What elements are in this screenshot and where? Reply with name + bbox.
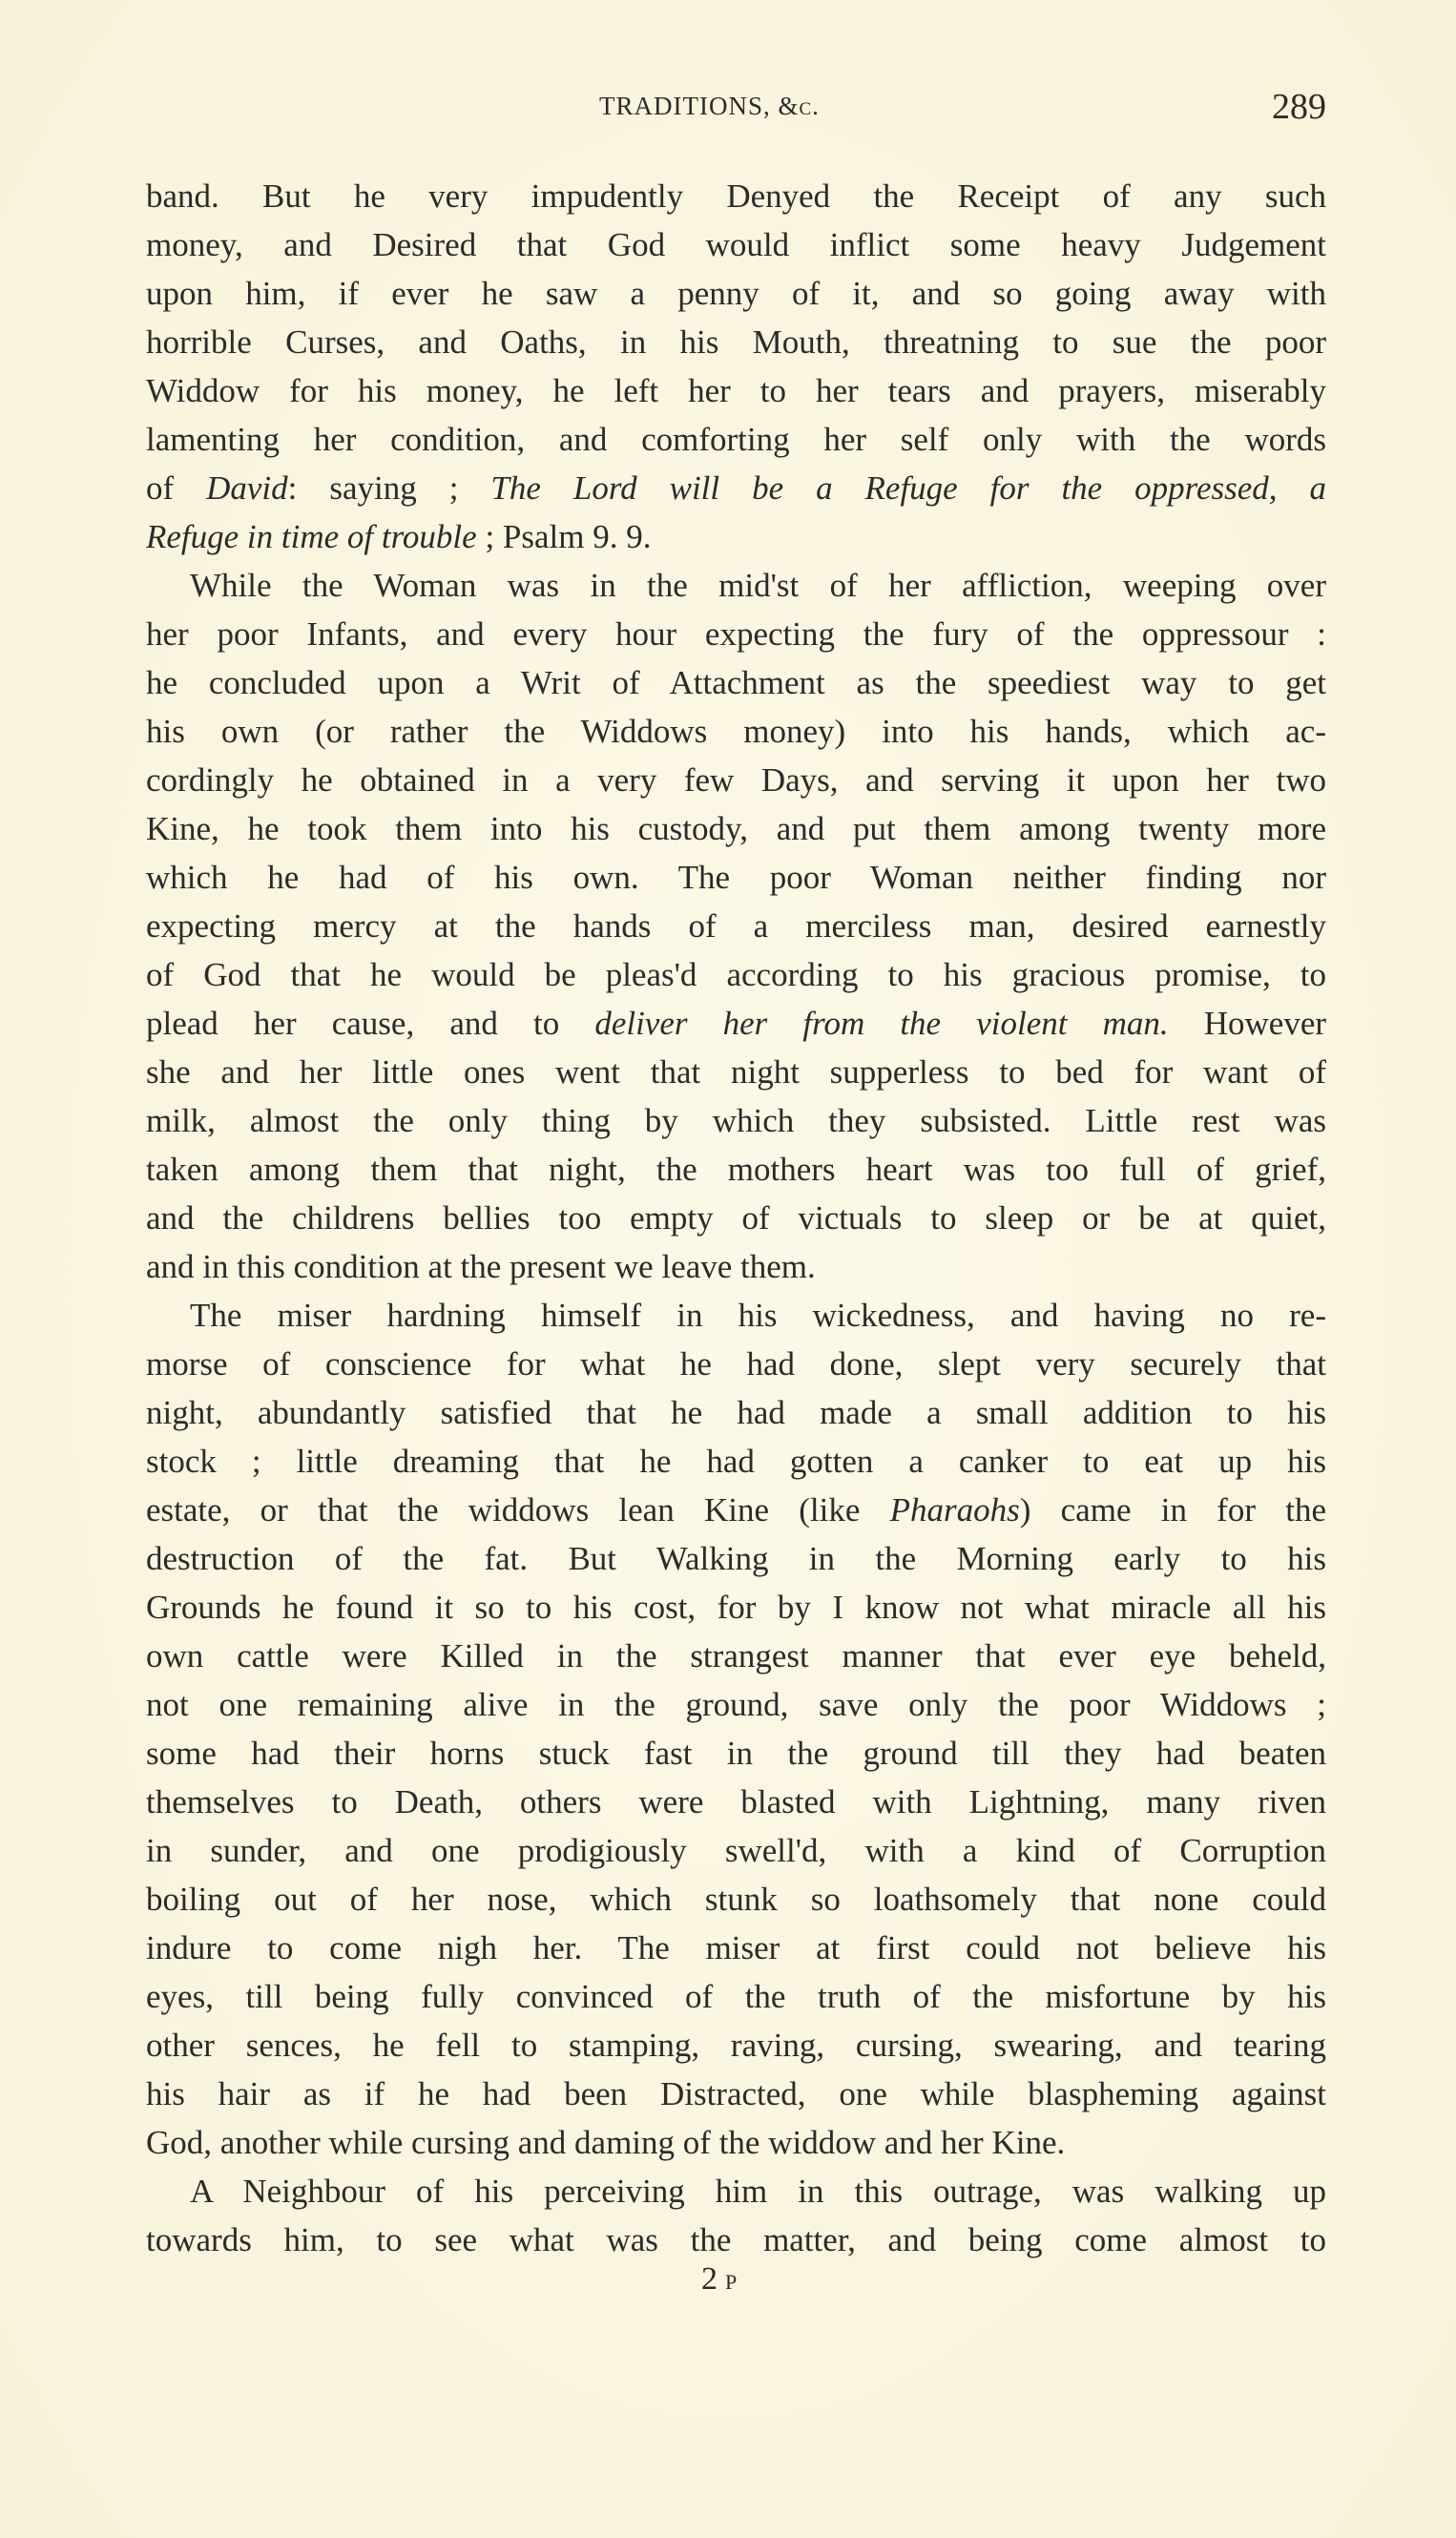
- text-line: [146, 464, 1326, 512]
- signature-mark: [701, 2261, 744, 2298]
- text-line: [146, 1534, 1326, 1583]
- text-line: [146, 658, 1326, 707]
- text-segment: cordingly he obtained in a very few Days, and serving it upon her two: [146, 761, 1326, 799]
- text-segment: his hair as if he had been Distracted, one while blaspheming against: [146, 2075, 1326, 2112]
- text-line: [146, 610, 1326, 658]
- italic-text: David: [206, 469, 288, 507]
- text-line: [146, 902, 1326, 950]
- text-line: [146, 2118, 1326, 2167]
- text-segment: themselves to Death, others were blasted with Lightning, many riven: [146, 1783, 1326, 1820]
- text-segment: ) came in for the: [1019, 1491, 1326, 1529]
- text-line: [146, 2021, 1326, 2070]
- text-line: [146, 1048, 1326, 1096]
- text-segment: Grounds he found it so to his cost, for by I know not what miracle all his: [146, 1589, 1326, 1626]
- text-line: [146, 269, 1326, 318]
- text-segment: destruction of the fat. But Walking in the Morning early to his: [146, 1540, 1326, 1577]
- text-line: [146, 707, 1326, 756]
- page-number: 289: [1272, 87, 1326, 127]
- text-segment: morse of conscience for what he had done, slept very securely that: [146, 1345, 1326, 1383]
- text-line: [146, 1096, 1326, 1145]
- text-line: [146, 512, 1326, 561]
- text-segment: God, another while cursing and daming of the widdow and her Kine.: [146, 2124, 1066, 2161]
- text-line: [146, 318, 1326, 366]
- text-line: [146, 1242, 1326, 1291]
- text-segment: he concluded upon a Writ of Attachment as the speediest way to get: [146, 664, 1326, 701]
- text-segment: upon him, if ever he saw a penny of it, and so going away with: [146, 275, 1326, 312]
- text-segment: horrible Curses, and Oaths, in his Mouth, threatning to sue the poor: [146, 323, 1326, 361]
- text-segment: towards him, to see what was the matter, and being come almost to: [146, 2221, 1326, 2258]
- text-line: [146, 1680, 1326, 1729]
- text-segment: some had their horns stuck fast in the ground till they had beaten: [146, 1735, 1326, 1772]
- text-segment: own cattle were Killed in the strangest manner that ever eye beheld,: [146, 1637, 1326, 1675]
- text-line: [146, 950, 1326, 999]
- text-line: [146, 1826, 1326, 1875]
- text-line: [146, 1388, 1326, 1437]
- text-line: [146, 366, 1326, 415]
- text-line: [146, 804, 1326, 853]
- signature-number: 2: [701, 2261, 725, 2297]
- text-segment: The miser hardning himself in his wickedness, and having no re-: [190, 1297, 1326, 1334]
- text-segment: and the childrens bellies too empty of victuals to sleep or be at quiet,: [146, 1199, 1326, 1237]
- text-segment: of: [146, 469, 207, 507]
- text-segment: A Neighbour of his perceiving him in this outrage, was walking up: [190, 2173, 1326, 2210]
- text-segment: her poor Infants, and every hour expecting the fury of the oppressour :: [146, 615, 1326, 653]
- text-segment: milk, almost the only thing by which they subsisted. Little rest was: [146, 1102, 1326, 1139]
- text-segment: money, and Desired that God would inflict some heavy Judgement: [146, 226, 1326, 263]
- text-segment: eyes, till being fully convinced of the truth of the misfortune by his: [146, 1978, 1326, 2015]
- text-line: [146, 1291, 1326, 1340]
- text-line: [146, 2070, 1326, 2118]
- text-segment: boiling out of her nose, which stunk so loathsomely that none could: [146, 1881, 1326, 1918]
- text-line: [146, 853, 1326, 902]
- italic-text: Pharaohs: [889, 1491, 1020, 1529]
- text-segment: night, abundantly satisfied that he had made a small addition to his: [146, 1394, 1326, 1431]
- text-segment: in sunder, and one prodigiously swell'd, with a kind of Corruption: [146, 1832, 1326, 1869]
- text-line: [146, 1924, 1326, 1972]
- text-segment: However: [1168, 1005, 1326, 1042]
- text-segment: expecting mercy at the hands of a merciless man, desired earnestly: [146, 907, 1326, 945]
- text-line: [146, 172, 1326, 220]
- italic-text: Refuge in time of trouble: [146, 518, 477, 555]
- text-segment: which he had of his own. The poor Woman neither finding nor: [146, 859, 1326, 896]
- text-segment: ; Psalm 9. 9.: [476, 518, 652, 555]
- text-segment: : saying ;: [287, 469, 491, 507]
- text-line: [146, 2167, 1326, 2216]
- text-line: [146, 1194, 1326, 1242]
- text-line: [146, 1583, 1326, 1632]
- text-line: [146, 756, 1326, 804]
- text-line: [146, 1778, 1326, 1826]
- text-segment: lamenting her condition, and comforting her self only with the words: [146, 421, 1326, 458]
- text-line: [146, 1486, 1326, 1534]
- text-segment: estate, or that the widdows lean Kine (like: [146, 1491, 890, 1529]
- text-segment: Widdow for his money, he left her to her tears and prayers, miserably: [146, 372, 1326, 409]
- text-line: [146, 2216, 1326, 2264]
- signature-letter: P: [725, 2270, 745, 2294]
- text-segment: band. But he very impudently Denyed the Receipt of any such: [146, 177, 1326, 215]
- text-segment: and in this condition at the present we leave them.: [146, 1248, 816, 1285]
- text-segment: other sences, he fell to stamping, raving, cursing, swearing, and tearing: [146, 2027, 1326, 2064]
- text-line: [146, 1632, 1326, 1680]
- body-text: [146, 172, 1326, 2264]
- text-line: [146, 1972, 1326, 2021]
- running-title: TRADITIONS, &c.: [599, 92, 820, 120]
- text-line: [146, 561, 1326, 610]
- text-segment: plead her cause, and to: [146, 1005, 595, 1042]
- text-segment: taken among them that night, the mothers heart was too full of grief,: [146, 1151, 1326, 1188]
- text-segment: While the Woman was in the mid'st of her affliction, weeping over: [190, 567, 1326, 604]
- text-segment: of God that he would be pleas'd according to his gracious promise, to: [146, 956, 1326, 993]
- text-line: [146, 1875, 1326, 1924]
- text-line: [146, 415, 1326, 464]
- text-segment: stock ; little dreaming that he had gotten a canker to eat up his: [146, 1443, 1326, 1480]
- text-segment: Kine, he took them into his custody, and put them among twenty more: [146, 810, 1326, 847]
- italic-text: The Lord will be a Refuge for the oppressed, a: [490, 469, 1326, 507]
- text-segment: she and her little ones went that night supperless to bed for want of: [146, 1053, 1326, 1091]
- text-line: [146, 220, 1326, 269]
- text-segment: not one remaining alive in the ground, save only the poor Widdows ;: [146, 1686, 1326, 1723]
- text-line: [146, 1437, 1326, 1486]
- text-line: [146, 1145, 1326, 1194]
- text-line: [146, 1340, 1326, 1388]
- italic-text: deliver her from the violent man.: [594, 1005, 1169, 1042]
- text-segment: his own (or rather the Widdows money) into his hands, which ac-: [146, 713, 1326, 750]
- text-line: [146, 999, 1326, 1048]
- text-line: [146, 1729, 1326, 1778]
- text-segment: indure to come nigh her. The miser at first could not believe his: [146, 1929, 1326, 1966]
